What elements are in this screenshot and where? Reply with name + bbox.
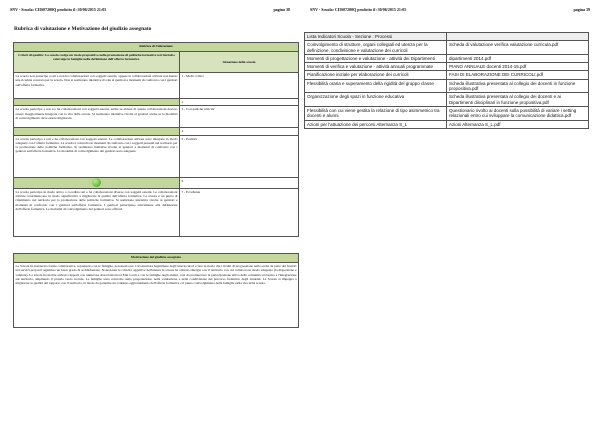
indicator-file-link[interactable]: Scheda illustrativa presentata al collegio dei docenti e ai Dipartimenti disciplinari in funzione propositiva.pdf [447,93,589,107]
indicator-file-link[interactable]: FASI DI ELABORAZIONE DEI CURRICOLI.pdf [447,71,589,79]
indicator-file-link[interactable]: PIANO ANNUALE docenti 2014-15.pdf [447,63,589,71]
indicators-table [304,32,589,129]
rubric-row-score: 3 - Con qualche criticita' [180,106,299,128]
rubric-row-text: La scuola partecipa a reti e ha collaborazioni con soggetti esterni. Le collaborazioni attivate sono integrate in modo adeguato con l'offerta formativa. La scuola è coinvolta in momenti di confronto con i soggetti presenti nel territorio per la promozione delle politiche formative. Si realizzano iniziative rivolte ai genitori e momenti di confronto con i genitori sull'offerta formativa. Le modalità di coinvolgimento dei genitori sono adeguate. [14,135,180,177]
indicator-file-link[interactable]: Scheda illustrativa presentata al collegio dei docenti in funzione propositiva.pdf [447,79,589,93]
rubric-row-score: 1 - Molto critica [180,73,299,99]
indicator-name: Momenti di progettazione e valutazione - attività dei Dipartimenti [305,54,447,62]
rubric-row-score: 7 - Eccellente [180,188,299,236]
motivation-text: La Scuola ha instaurato forme collaborative, soprattutto con le famiglie, necessaria per i ricostruttore legittimare degli interlocutori e fare in modo che i livelli di progressione nella scelta da parte dei fruitori nei servizi proposti registrino un buon grado di soddisfazione. Nonostante le criticità oggettive dell'utenza la scuola ha attivato sinergie con il territorio con cui collabora in modo adeguato (la dispersione e valutata). La scuola ha inoltre attivato rapporti con numerose Associazioni ed Enti locali e con le famiglie degli alunni, così da promuovere la partecipazione attiva della comunità scolastica e l'integrazione sul territorio, ampliando il proprio ruolo sociale. Le famiglie sono coinvolte nella progettazione, nella valutazione e nella condivisione del percorso formativo degli studenti. La Scuola si impegna a migliorare la qualità del rapporto con il territorio, in modo da garantire un continuo aggiornamento dell'offerta formativa e il pieno coinvolgimento delle famiglie nella vita della scuola. [14,263,299,328]
indicator-name: Organizzazione degli spazi in funzione educativa [305,93,447,107]
score-option: 2 [180,99,299,106]
indicator-file-link[interactable]: Questionario rivolto ai docenti sulla possibilità di variare i setting relazionali entro cui sviluppare la comunicazione didattica.pdf [447,106,589,120]
indicator-name: Momenti di verifica e valutazione - attività annuali programmate [305,63,447,71]
score-option: 4 [180,128,299,135]
indicators-header-empty [447,33,589,41]
motivation-table [13,253,299,328]
selected-score-icon [92,178,101,187]
rubric-row-text: La scuola partecipa in modo attivo o coordina reti e ha collaborazioni diverse con soggetti esterni. Le collaborazioni attivate contribuiscono in modo significativo a migliorare la qualità dell'offerta formativa. La scuola è un punto di riferimento nel territorio per la promozione delle politiche formative. Si realizzano iniziative rivolte ai genitori e momenti di confronto con i genitori sull'offerta formativa. I genitori partecipano attivamente alla definizione dell'offerta formativa. Le modalità di coinvolgimento dei genitori sono efficaci. [14,188,180,236]
indicator-file-link[interactable]: Scheda di valutazione verifica valutazione curricula.pdf [447,41,589,55]
rubric-caption: Rubrica di Valutazione [14,43,299,52]
indicator-name: Flessibilità oraria e superamento della rigidità del gruppo classe [305,79,447,93]
section-title: Rubrica di valutazione e Motivazione del giudizio assegnato [14,26,152,32]
score-option: 6 [180,177,299,188]
indicator-name: Flessibilità con cui viene gestita la relazione di tipo asimmetrico tra docenti e alunni [305,106,447,120]
indicator-name: Azioni per l'attuazione dei percorsi Alternanza S_L [305,120,447,128]
criteria-header: Criteri di qualità: La scuola svolge un ruolo propositivo nella promozione di politiche formative territoriali e coinvolge le famiglie nella definizione dell'offerta formativa. [14,52,180,73]
page-header [10,6,290,14]
rubric-row-text: La scuola partecipa a reti e/o ha collaborazioni con soggetti esterni, anche se alcune di queste collaborazioni devono essere maggiormente integrate con la vita della scuola. Si realizzano iniziative rivolte ai genitori anche se la modalità di coinvolgimento deve essere migliorata. [14,106,180,128]
rubric-row-text: La scuola non partecipa a reti e non ha collaborazioni con soggetti esterni, oppure le collaborazioni attivate non hanno una ricaduta concreta per la scuola. Non si realizzano iniziative rivolte ai genitori e momenti di confronto con i genitori sull'offerta formativa. [14,73,180,99]
situation-header: Situazione della scuola [180,52,299,73]
page-number: pagina 39 [573,7,590,12]
page-number: pagina 38 [273,7,290,12]
indicator-file-link[interactable]: Azioni Alternanza S_L.pdf [447,120,589,128]
indicator-file-link[interactable]: dipartimenti 2014.pdf [447,54,589,62]
rubric-row-score: 5 - Positiva [180,135,299,177]
indicators-header: Lista Indicatori Scuola - Sezione : Processi [305,33,447,41]
rubric-table [13,42,299,237]
motivation-caption: Motivazione del giudizio assegnato [14,254,299,263]
page-header [310,6,590,14]
indicator-name: Coinvolgimento di strutture, organi collegiali ed utenza per la definizione, condivisione e valutazione dei curricoli [305,41,447,55]
indicator-name: Pianificazione iniziale per elaborazione dei curricoli [305,71,447,79]
header-left: SNV - Scuola: CIIS07200Q prodotto il :30/06/2015 21:05 [310,7,407,12]
header-left: SNV - Scuola: CIIS07200Q prodotto il :30/06/2015 21:05 [10,7,107,12]
